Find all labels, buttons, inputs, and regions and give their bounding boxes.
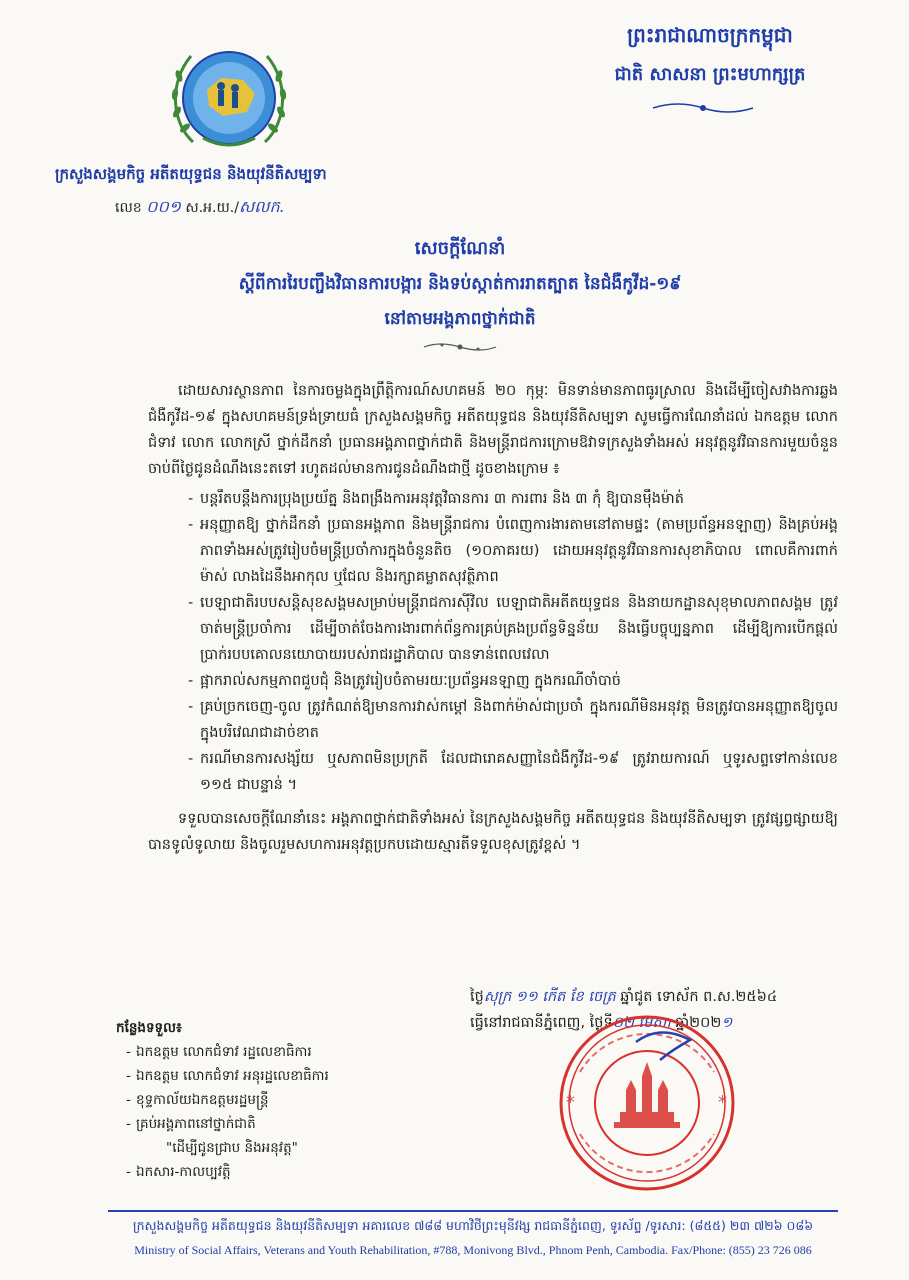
recipient-item: - ឯកឧត្តម លោកជំទាវ អនុរដ្ឋលេខាធិការ	[116, 1064, 416, 1088]
footer-address-khmer: ក្រសួងសង្គមកិច្ច អតីតយុទ្ធជន និងយុវនីតិសម្បទា អគារលេខ ៧៨៨ មហាវិថីព្រះមុនីវង្ស រាជធានីភ្នំពេញ, ទូរស័ព្ទ /ទូរសារ: (៨៥៥) ២៣ ៧២៦ ០៨៦	[132, 1218, 814, 1233]
footer-address-english: Ministry of Social Affairs, Veterans and Youth Rehabilitation, #788, Monivong Blvd., Phnom Penh, Cambodia. Fax/Phone: (855) 23 726 086	[134, 1243, 812, 1257]
recipients-list	[116, 1040, 416, 1184]
recipients-heading: កន្លែងទទួល៖	[116, 1020, 182, 1036]
body-text	[148, 378, 838, 858]
closing-paragraph: ទទួលបានសេចក្តីណែនាំនេះ អង្គភាពថ្នាក់ជាតិទាំងអស់ នៃក្រសួងសង្គមកិច្ច អតីតយុទ្ធជន និងយុវនីតិសម្បទា ត្រូវផ្សព្វផ្សាយឱ្យបានទូលំទូលាយ និងចូលរួមសហការអនុវត្តប្រកបដោយស្មារតីទទួលខុសត្រូវខ្ពស់ ។	[148, 811, 838, 853]
solar-date-prefix: ធ្វើនៅរាជធានីភ្នំពេញ, ថ្ងៃទី	[470, 1015, 613, 1031]
intro-paragraph: ដោយសារស្ថានភាព នៃការចម្លងក្នុងព្រឹត្តិការណ៍សហគមន៍ ២០ កុម្ភៈ មិនទាន់មានភាពធូរស្រាល និងដើម្បីចៀសវាងការឆ្លងជំងឺកូវីដ-១៩ ក្នុងសហគមន៍ទ្រង់ទ្រាយធំ ក្រសួងសង្គមកិច្ច អតីតយុទ្ធជន និងយុវនីតិសម្បទា សូមធ្វើការណែនាំដល់ ឯកឧត្តម លោកជំទាវ លោក លោកស្រី ថ្នាក់ដឹកនាំ ប្រធានអង្គភាពថ្នាក់ជាតិ និងមន្ត្រីរាជការក្រោមឱវាទក្រសួងទាំងអស់ អនុវត្តនូវវិធានការមួយចំនួន ចាប់ពីថ្ងៃជូនដំណឹងនេះតទៅ រហូតដល់មានការជូនដំណឹងជាថ្មី ដូចខាងក្រោម ៖	[148, 383, 838, 477]
title-line-1: សេចក្តីណែនាំ	[414, 238, 506, 259]
official-seal-icon	[540, 1012, 755, 1194]
measures-list	[148, 486, 838, 798]
ref-label: លេខ	[115, 200, 142, 216]
ref-code: ស.អ.យ./	[185, 200, 239, 216]
ref-suffix: សលក.	[238, 197, 285, 216]
measure-item: - ផ្អាករាល់សកម្មភាពជួបជុំ និងត្រូវរៀបចំតាមរយៈប្រព័ន្ធអនឡាញ ក្នុងករណីចាំបាច់	[148, 668, 838, 694]
footer-divider	[108, 1210, 838, 1212]
solar-date-handwritten: ០២ មេសា	[612, 1015, 671, 1031]
measure-item: - អនុញ្ញាតឱ្យ ថ្នាក់ដឹកនាំ ប្រធានអង្គភាព និងមន្ត្រីរាជការ បំពេញការងារតាមនៅតាមផ្ទះ (តាមប្រព័ន្ធអនឡាញ) និងគ្រប់អង្គភាពទាំងអស់ត្រូវរៀបចំមន្ត្រីប្រចាំការក្នុងចំនួនតិច (១០ភាគរយ) ដោយអនុវត្តនូវវិធានការសុខាភិបាល ពោលគឺការពាក់ម៉ាស់ លាងដៃនឹងអាកុល ឬជែល និងរក្សាគម្លាតសុវត្ថិភាព	[148, 512, 838, 590]
lunar-date-suffix: ឆ្នាំជូត ទោស័ក ព.ស.២៥៦៤	[620, 989, 778, 1005]
solar-year-handwritten: ១	[721, 1015, 733, 1031]
kingdom-header	[560, 22, 860, 89]
svg-text:*: *	[566, 1092, 575, 1113]
measure-item: - គ្រប់ច្រកចេញ-ចូល ត្រូវកំណត់ឱ្យមានការវាស់កម្ដៅ និងពាក់ម៉ាស់ជាប្រចាំ ក្នុងករណីមិនអនុវត្ត មិនត្រូវបានអនុញ្ញាតឱ្យចូលក្នុងបរិវេណជាដាច់ខាត	[148, 694, 838, 746]
title-ornament-icon	[420, 340, 500, 354]
svg-text:*: *	[718, 1092, 727, 1113]
ref-number: ០០១	[146, 197, 181, 216]
recipient-item: - ឯកសារ-កាលប្បវត្តិ	[116, 1160, 416, 1184]
measure-item: - បន្តរឹតបន្តឹងការប្រុងប្រយ័ត្ន និងពង្រឹងការអនុវត្តវិធានការ ៣ ការពារ និង ៣ កុំ ឱ្យបានម៉ឹងម៉ាត់	[148, 486, 838, 512]
national-motto: ជាតិ សាសនា ព្រះមហាក្សត្រ	[614, 64, 806, 85]
recipient-item: - ខុទ្ទកាល័យឯកឧត្តមរដ្ឋមន្ត្រី	[116, 1088, 416, 1112]
recipient-item: - គ្រប់អង្គភាពនៅថ្នាក់ជាតិ	[116, 1112, 416, 1136]
recipient-item: - ឯកឧត្តម លោកជំទាវ រដ្ឋលេខាធិការ	[116, 1040, 416, 1064]
kingdom-name: ព្រះរាជាណាចក្រកម្ពុជា	[627, 23, 793, 47]
title-line-3: នៅតាមអង្គភាពថ្នាក់ជាតិ	[384, 309, 536, 329]
title-line-2: ស្តីពីការរៃបញ្ចឹងវិធានការបង្ការ និងទប់ស្កាត់ការរាតត្បាត នៃជំងឺកូវីដ-១៩	[238, 274, 682, 294]
reference-number	[115, 196, 285, 220]
document-title	[120, 236, 800, 333]
recipient-sub-note: "ដើម្បីជូនជ្រាប និងអនុវត្ត"	[166, 1140, 298, 1156]
lunar-date-handwritten: សុក្រ ១១ កើត ខែ ចេត្រ	[483, 989, 616, 1005]
solar-year: ឆ្នាំ២០២	[675, 1015, 722, 1031]
lunar-date	[470, 984, 850, 1010]
header-ornament-icon	[648, 100, 758, 116]
ministry-name: ក្រសួងសង្គមកិច្ច អតីតយុទ្ធជន និងយុវនីតិសម្បទា	[55, 165, 327, 183]
ministry-logo	[163, 42, 295, 160]
lunar-date-prefix: ថ្ងៃ	[470, 989, 484, 1005]
measure-item: - ករណីមានការសង្ស័យ ឬសភាពមិនប្រក្រតី ដែលជារោគសញ្ញានៃជំងឺកូវីដ-១៩ ត្រូវរាយការណ៍ ឬទូរសព្ទទៅកាន់លេខ ១១៥ ជាបន្ទាន់ ។	[148, 746, 838, 798]
recipients-block	[116, 1016, 416, 1184]
measure-item: - បេឡាជាតិរបបសន្តិសុខសង្គមសម្រាប់មន្ត្រីរាជការស៊ីវិល បេឡាជាតិអតីតយុទ្ធជន និងនាយកដ្ឋានសុខុមាលភាពសង្គម ត្រូវចាត់មន្ត្រីប្រចាំការ ដើម្បីចាត់ចែងការងារពាក់ព័ន្ធការគ្រប់គ្រងប្រព័ន្ធទិន្នន័យ និងធ្វើបច្ចុប្បន្នភាព ដើម្បីឱ្យការបើកផ្តល់ប្រាក់របបគោលនយោបាយរបស់រាជរដ្ឋាភិបាល បានទាន់ពេលវេលា	[148, 590, 838, 668]
